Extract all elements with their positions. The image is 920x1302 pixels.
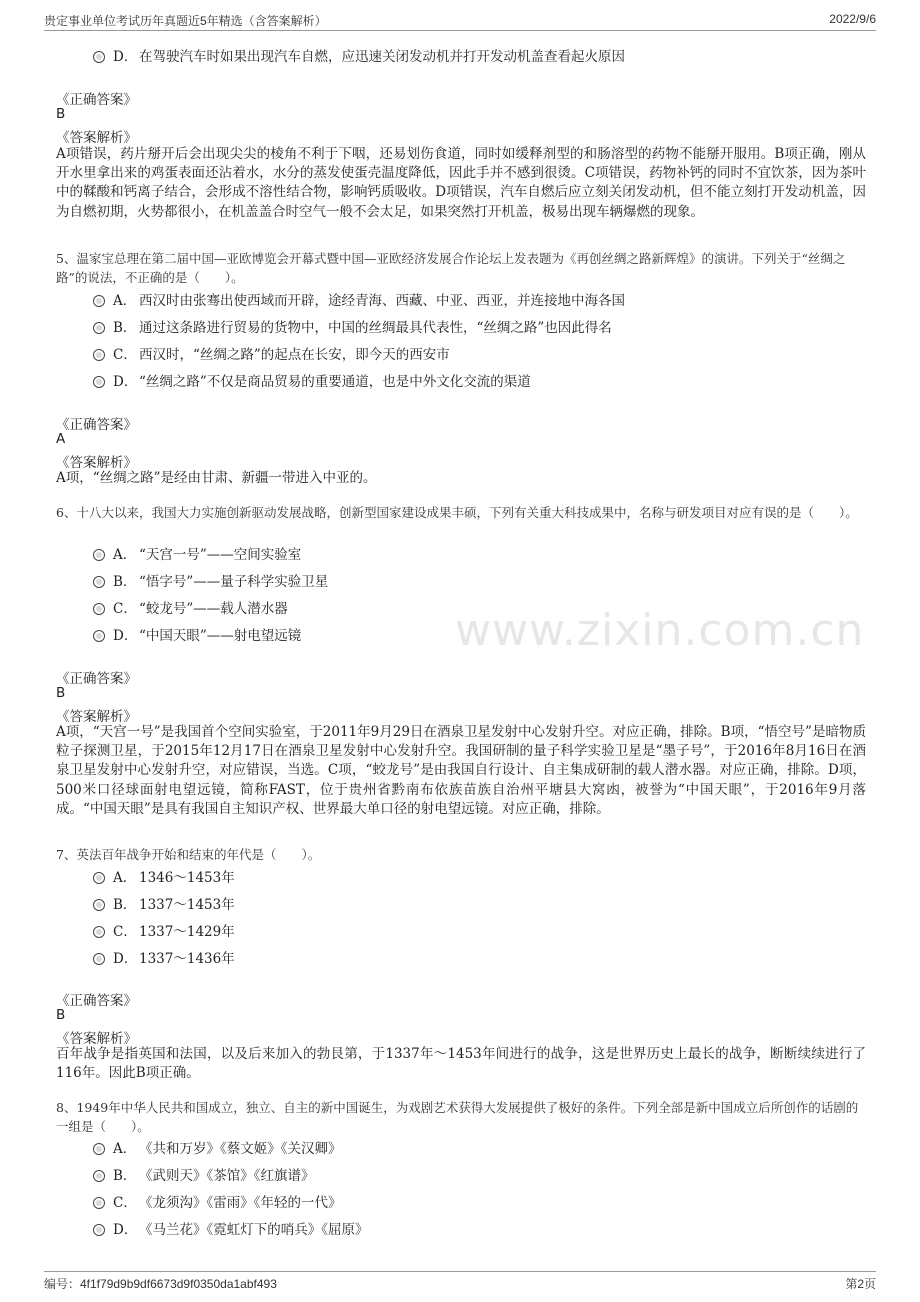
q7-explanation-label: 《答案解析》 [56,1031,137,1047]
radio-icon[interactable] [93,576,105,588]
option-text: “悟字号”——量子科学实验卫星 [139,574,329,590]
option-text: 1337～1436年 [139,951,235,967]
radio-icon[interactable] [93,295,105,307]
q5-explanation: A项，“丝绸之路”是经由甘肃、新疆一带进入中亚的。 [56,470,377,486]
option-text: 《武则天》《茶馆》《红旗谱》 [139,1168,315,1184]
q5-option-d[interactable] [93,370,531,392]
option-text: “天宫一号”——空间实验室 [139,547,302,563]
option-text: “蛟龙号”——载人潜水器 [139,601,288,617]
q8-question: 8、1949年中华人民共和国成立，独立、自主的新中国诞生，为戏剧艺术获得大发展提供了极好的条件。下列全部是新中国成立后所创作的话剧的一组是（ ）。 [56,1100,859,1134]
q4-explanation: A项错误，药片掰开后会出现尖尖的棱角不利于下咽，还易划伤食道，同时如缓释剂型的和肠溶型的药物不能掰开服用。B项正确，刚从开水里拿出来的鸡蛋表面还沾着水，水分的蒸发使蛋壳温度降低，因此手并不感到很烫。C项错误，药物补钙的同时不宜饮茶，因为茶叶中的鞣酸和钙离子结合，会形成不溶性结合物，影响钙质吸收。D项错误，汽车自燃后应立刻关闭发动机，但不能立刻打开发动机盖，因为自燃初期，火势都很小，在机盖盖合时空气一般不会太足，如果突然打开机盖，极易出现车辆爆燃的现象。 [56,146,866,220]
radio-icon[interactable] [93,376,105,388]
q7-question: 7、英法百年战争开始和结束的年代是（ ）。 [56,847,321,862]
q6-explanation: A项，“天宫一号”是我国首个空间实验室，于2011年9月29日在酒泉卫星发射中心发射升空。对应正确，排除。B项，“悟空号”是暗物质粒子探测卫星，于2015年12月17日在酒泉卫星发射中心发射升空。我国研制的量子科学实验卫星是“墨子号”，于2016年8月16日在酒泉卫星发射中心发射升空，对应错误，当选。C项，“蛟龙号”是由我国自行设计、自主集成研制的载人潜水器。对应正确，排除。D项，500米口径球面射电望远镜，简称FAST，位于贵州省黔南布依族苗族自治州平塘县大窝凼，被誉为“中国天眼”，于2016年9月落成。“中国天眼”是具有我国自主知识产权、世界最大单口径的射电望远镜。对应正确，排除。 [56,724,866,817]
q6-option-d[interactable] [93,624,301,646]
q8-option-b[interactable] [93,1164,315,1186]
option-text: 1346～1453年 [139,870,235,886]
radio-icon[interactable] [93,899,105,911]
radio-icon[interactable] [93,1224,105,1236]
q7-option-d[interactable] [93,947,235,969]
q5-option-a[interactable] [93,289,625,311]
q8-option-c[interactable] [93,1191,342,1213]
q8-option-d[interactable] [93,1218,369,1240]
option-letter: A． [113,547,137,563]
option-letter: A． [113,870,137,886]
option-letter: B． [113,1168,137,1184]
radio-icon[interactable] [93,549,105,561]
q5-option-c[interactable] [93,343,450,365]
page-number: 第2页 [845,1277,876,1291]
q5-explanation-label: 《答案解析》 [56,455,137,471]
radio-icon[interactable] [93,1143,105,1155]
q7-option-c[interactable] [93,920,235,942]
radio-icon[interactable] [93,349,105,361]
option-text: 西汉时由张骞出使西域而开辟，途经青海、西藏、中亚、西亚，并连接地中海各国 [139,293,625,309]
option-text: 1337～1453年 [139,897,235,913]
option-text: 在驾驶汽车时如果出现汽车自燃，应迅速关闭发动机并打开发动机盖查看起火原因 [139,49,625,65]
q4-option-d[interactable] [93,45,625,67]
option-text: 1337～1429年 [139,924,235,940]
q5-answer: A [56,431,66,447]
option-letter: A． [113,293,137,309]
q7-answer: B [56,1007,66,1023]
watermark: www.zixin.com.cn [455,605,865,656]
q8-option-a[interactable] [93,1137,342,1159]
option-text: 通过这条路进行贸易的货物中，中国的丝绸最具代表性，“丝绸之路”也因此得名 [139,320,612,336]
radio-icon[interactable] [93,603,105,615]
q6-option-b[interactable] [93,570,328,592]
radio-icon[interactable] [93,630,105,642]
option-letter: B． [113,574,137,590]
option-letter: D． [113,374,138,390]
option-letter: C． [113,1195,137,1211]
option-text: 西汉时，“丝绸之路”的起点在长安，即今天的西安市 [139,347,450,363]
option-letter: D． [113,951,138,967]
q7-option-b[interactable] [93,893,235,915]
option-text: 《共和万岁》《蔡文姬》《关汉卿》 [139,1141,342,1157]
option-letter: C． [113,924,137,940]
q4-correct-answer-label: 《正确答案》 [56,92,137,108]
document-title: 贵定事业单位考试历年真题近5年精选（含答案解析） [44,14,327,28]
page-header [44,12,876,31]
option-letter: D． [113,628,138,644]
document-code: 编号：4f1f79d9b9df6673d9f0350da1abf493 [44,1277,277,1291]
q6-explanation-label: 《答案解析》 [56,709,137,725]
radio-icon[interactable] [93,1170,105,1182]
q4-answer: B [56,106,66,122]
option-text: 《龙须沟》《雷雨》《年轻的一代》 [139,1195,342,1211]
q7-option-a[interactable] [93,866,235,888]
q7-correct-answer-label: 《正确答案》 [56,993,137,1009]
option-text: 《马兰花》《霓虹灯下的哨兵》《屈原》 [139,1222,369,1238]
q5-correct-answer-label: 《正确答案》 [56,417,137,433]
q7-explanation: 百年战争是指英国和法国，以及后来加入的勃艮第，于1337年～1453年间进行的战争，这是世界历史上最长的战争，断断续续进行了116年。因此B项正确。 [56,1046,866,1082]
radio-icon[interactable] [93,322,105,334]
document-date: 2022/9/6 [829,12,876,26]
option-letter: B． [113,320,137,336]
page-footer [44,1271,876,1293]
q6-option-a[interactable] [93,543,301,565]
q6-question: 6、十八大以来，我国大力实施创新驱动发展战略，创新型国家建设成果丰硕，下列有关重大科技成果中，名称与研发项目对应有误的是（ ）。 [56,505,858,520]
q5-option-b[interactable] [93,316,612,338]
option-letter: A． [113,1141,137,1157]
option-letter: C． [113,601,137,617]
option-letter: D． [113,1222,138,1238]
option-text: “丝绸之路”不仅是商品贸易的重要通道，也是中外文化交流的渠道 [139,374,531,390]
option-letter: D． [113,49,138,65]
radio-icon[interactable] [93,926,105,938]
option-letter: B． [113,897,137,913]
radio-icon[interactable] [93,872,105,884]
q6-answer: B [56,685,66,701]
q4-explanation-label: 《答案解析》 [56,130,137,146]
option-text: “中国天眼”——射电望远镜 [139,628,302,644]
radio-icon[interactable] [93,953,105,965]
radio-icon[interactable] [93,1197,105,1209]
q6-option-c[interactable] [93,597,288,619]
q6-correct-answer-label: 《正确答案》 [56,671,137,687]
q5-question: 5、温家宝总理在第二届中国—亚欧博览会开幕式暨中国—亚欧经济发展合作论坛上发表题为《再创丝绸之路新辉煌》的演讲。下列关于“丝绸之路”的说法，不正确的是（ ）。 [56,251,846,285]
radio-icon[interactable] [93,51,105,63]
option-letter: C． [113,347,137,363]
